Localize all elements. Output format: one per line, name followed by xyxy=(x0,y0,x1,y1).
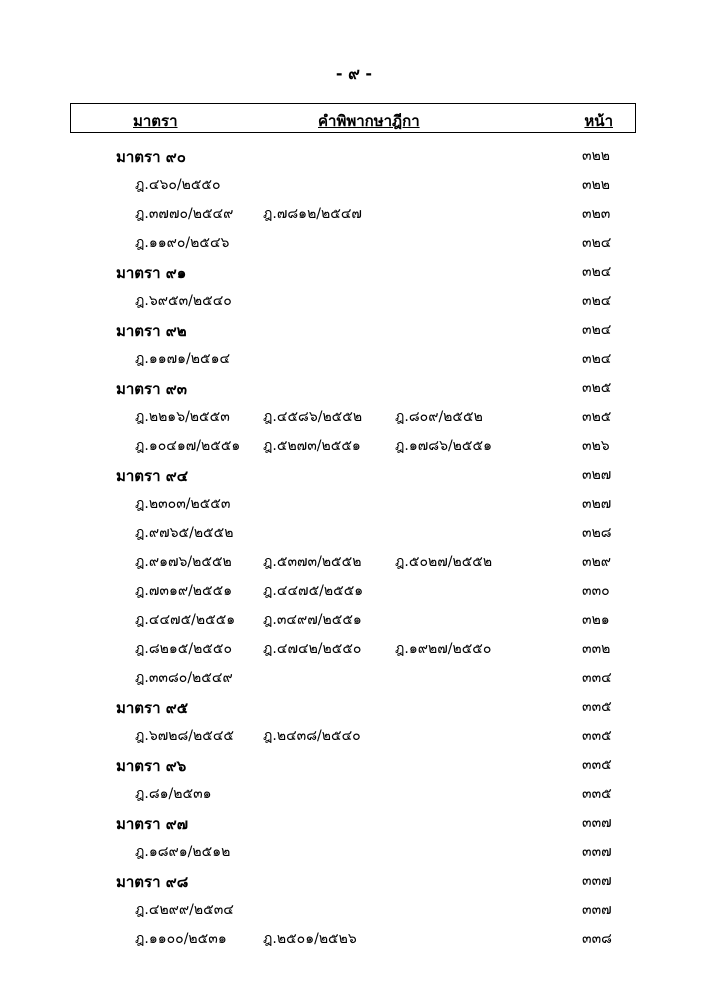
case-row xyxy=(0,778,708,807)
page-ref: ๓๓๗ xyxy=(582,873,612,889)
section-label: มาตรา ๙๖ xyxy=(116,757,187,775)
case-row xyxy=(0,517,708,546)
case-row xyxy=(0,343,708,372)
case-citation: ฎ.๑๙๒๗/๒๕๕๐ xyxy=(395,641,492,657)
section-label: มาตรา ๙๕ xyxy=(116,699,189,717)
section-row xyxy=(0,749,708,778)
case-citation: ฎ.๔๔๗๕/๒๕๕๑ xyxy=(135,612,236,628)
case-citation: ฎ.๑๑๙๐/๒๕๔๖ xyxy=(135,235,230,251)
table-header xyxy=(70,103,636,133)
case-row xyxy=(0,488,708,517)
case-row xyxy=(0,894,708,923)
case-row xyxy=(0,430,708,459)
page-ref: ๓๒๔ xyxy=(582,235,612,251)
case-citation: ฎ.๖๙๕๓/๒๕๔๐ xyxy=(135,293,232,309)
page-ref: ๓๒๔ xyxy=(582,264,612,280)
case-row xyxy=(0,227,708,256)
section-label: มาตรา ๙๑ xyxy=(116,264,187,282)
case-row xyxy=(0,604,708,633)
page-ref: ๓๒๔ xyxy=(582,351,612,367)
case-row xyxy=(0,169,708,198)
case-row xyxy=(0,633,708,662)
page-number: - ๙ - xyxy=(335,64,373,83)
case-citation: ฎ.๔๔๗๕/๒๕๕๑ xyxy=(263,583,364,599)
section-row xyxy=(0,256,708,285)
header-section: มาตรา xyxy=(133,112,178,130)
page-ref: ๓๓๗ xyxy=(582,902,612,918)
case-citation: ฎ.๓๔๙๗/๒๕๕๑ xyxy=(263,612,362,628)
section-row xyxy=(0,314,708,343)
case-citation: ฎ.๓๗๗๐/๒๕๔๙ xyxy=(135,206,234,222)
case-citation: ฎ.๙๑๗๖/๒๕๕๒ xyxy=(135,554,232,570)
page-ref: ๓๒๒ xyxy=(582,148,611,164)
page-ref: ๓๒๑ xyxy=(582,612,610,628)
case-citation: ฎ.๘๒๑๕/๒๕๕๐ xyxy=(135,641,233,657)
case-citation: ฎ.๑๗๘๖/๒๕๕๑ xyxy=(395,438,492,454)
case-citation: ฎ.๗๓๑๙/๒๕๕๑ xyxy=(135,583,233,599)
page-ref: ๓๒๗ xyxy=(582,496,612,512)
case-citation: ฎ.๗๘๑๒/๒๕๔๗ xyxy=(263,206,362,222)
page-ref: ๓๓๒ xyxy=(582,641,611,657)
case-row xyxy=(0,836,708,865)
page-ref: ๓๒๕ xyxy=(582,409,612,425)
page-ref: ๓๒๔ xyxy=(582,293,612,309)
page-ref: ๓๓๔ xyxy=(582,670,612,686)
page-ref: ๓๓๘ xyxy=(582,931,612,947)
page-ref: ๓๓๗ xyxy=(582,815,612,831)
section-row xyxy=(0,372,708,401)
case-citation: ฎ.๑๐๔๑๗/๒๕๕๑ xyxy=(135,438,241,454)
section-row xyxy=(0,140,708,169)
page-ref: ๓๒๖ xyxy=(582,438,610,454)
case-citation: ฎ.๒๓๐๓/๒๕๕๓ xyxy=(135,496,231,512)
section-label: มาตรา ๙๘ xyxy=(116,873,189,891)
case-row xyxy=(0,720,708,749)
case-citation: ฎ.๕๐๒๗/๒๕๕๒ xyxy=(395,554,493,570)
case-citation: ฎ.๒๔๓๘/๒๕๔๐ xyxy=(263,728,361,744)
case-citation: ฎ.๔๕๘๖/๒๕๕๒ xyxy=(263,409,363,425)
case-citation: ฎ.๑๘๙๑/๒๕๑๒ xyxy=(135,844,231,860)
case-citation: ฎ.๔๒๙๙/๒๕๓๔ xyxy=(135,902,234,918)
section-row xyxy=(0,459,708,488)
case-row xyxy=(0,575,708,604)
page-ref: ๓๒๔ xyxy=(582,322,612,338)
case-citation: ฎ.๓๓๘๐/๒๕๔๙ xyxy=(135,670,233,686)
case-citation: ฎ.๔๖๐/๒๕๕๐ xyxy=(135,177,221,193)
page-ref: ๓๒๘ xyxy=(582,525,612,541)
header-title: คำพิพากษาฎีกา xyxy=(318,112,420,130)
case-row xyxy=(0,198,708,227)
page-ref: ๓๓๕ xyxy=(582,699,612,715)
case-citation: ฎ.๒๕๐๑/๒๕๒๖ xyxy=(263,931,357,947)
case-citation: ฎ.๒๒๑๖/๒๕๕๓ xyxy=(135,409,230,425)
page-ref: ๓๓๕ xyxy=(582,757,612,773)
case-row xyxy=(0,401,708,430)
case-citation: ฎ.๕๒๗๓/๒๕๕๑ xyxy=(263,438,361,454)
section-row xyxy=(0,691,708,720)
page-ref: ๓๓๐ xyxy=(582,583,610,599)
case-citation: ฎ.๘๑/๒๕๓๑ xyxy=(135,786,212,802)
page-ref: ๓๒๙ xyxy=(582,554,612,570)
case-citation: ฎ.๖๗๒๘/๒๕๔๕ xyxy=(135,728,235,744)
case-row xyxy=(0,285,708,314)
case-citation: ฎ.๑๑๗๑/๒๕๑๔ xyxy=(135,351,231,367)
page-ref: ๓๒๗ xyxy=(582,467,612,483)
case-citation: ฎ.๑๑๐๐/๒๕๓๑ xyxy=(135,931,227,947)
page-ref: ๓๓๗ xyxy=(582,844,612,860)
case-citation: ฎ.๙๗๖๕/๒๕๕๒ xyxy=(135,525,234,541)
section-label: มาตรา ๙๓ xyxy=(116,380,187,398)
section-label: มาตรา ๙๐ xyxy=(116,148,186,166)
case-row xyxy=(0,923,708,952)
section-row xyxy=(0,865,708,894)
section-label: มาตรา ๙๔ xyxy=(116,467,189,485)
case-row xyxy=(0,662,708,691)
page-ref: ๓๒๓ xyxy=(582,206,611,222)
page-ref: ๓๒๒ xyxy=(582,177,611,193)
case-row xyxy=(0,546,708,575)
header-page: หน้า xyxy=(584,112,613,130)
case-citation: ฎ.๔๗๔๒/๒๕๕๐ xyxy=(263,641,362,657)
section-label: มาตรา ๙๒ xyxy=(116,322,187,340)
section-label: มาตรา ๙๗ xyxy=(116,815,189,833)
section-row xyxy=(0,807,708,836)
page-ref: ๓๓๕ xyxy=(582,728,612,744)
page-ref: ๓๓๕ xyxy=(582,786,612,802)
case-citation: ฎ.๘๐๙/๒๕๕๒ xyxy=(395,409,483,425)
page-ref: ๓๒๕ xyxy=(582,380,612,396)
case-citation: ฎ.๕๓๗๓/๒๕๕๒ xyxy=(263,554,362,570)
index-list xyxy=(0,140,708,952)
